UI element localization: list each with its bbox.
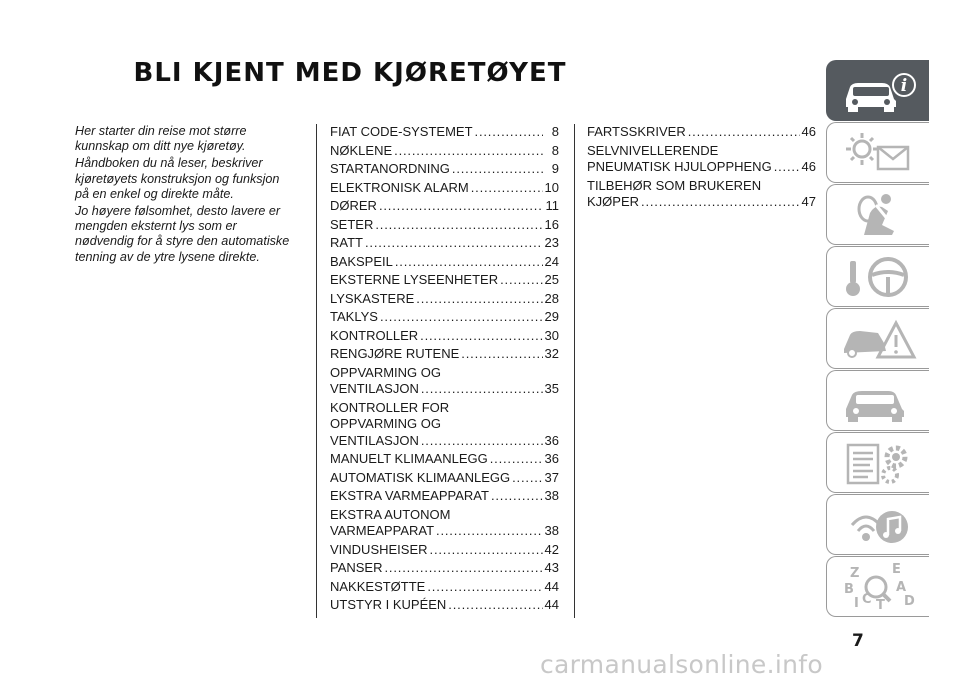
toc-entry-title: VENTILASJON (330, 432, 419, 448)
toc-entry[interactable] (330, 124, 559, 141)
toc-entry-title: NØKLENE (330, 142, 393, 158)
toc-leader-dots (420, 328, 542, 345)
tab-starting-driving[interactable] (826, 246, 929, 307)
toc-entry[interactable] (330, 235, 559, 252)
toc-entry-page: 35 (544, 381, 559, 396)
toc-entry-page: 38 (544, 523, 559, 538)
index-letter: A (896, 579, 907, 595)
toc-leader-dots (416, 291, 542, 308)
toc-entry-title: EKSTERNE LYSEENHETER (330, 272, 499, 287)
toc-entry-title-line: OPPVARMING OG (330, 416, 441, 431)
svg-text:i: i (900, 75, 908, 96)
toc-entry-page: 42 (544, 541, 559, 557)
toc-entry[interactable] (330, 451, 559, 468)
toc-entry[interactable] (330, 254, 559, 271)
index-letter: D (904, 593, 915, 609)
toc-entry[interactable] (330, 143, 559, 160)
toc-leader-dots (688, 124, 800, 141)
toc-entry-page: 44 (544, 578, 559, 594)
toc-entry[interactable] (330, 291, 559, 308)
toc-leader-dots (436, 523, 543, 540)
toc-entry-title-line: EKSTRA AUTONOM (330, 506, 451, 522)
toc-entry[interactable] (330, 180, 559, 197)
toc-entry-title: EKSTRA VARMEAPPARAT (330, 488, 489, 503)
toc-leader-dots (490, 451, 543, 468)
toc-column-1 (330, 124, 559, 616)
toc-entry-title: PANSER (330, 560, 383, 575)
toc-entry-page: 10 (544, 179, 559, 195)
toc-leader-dots (395, 254, 543, 271)
intro-paragraph-2: Håndboken du nå leser, beskriver kjøretøyets konstruksjon og funksjon på en enkel og direkte måte. (75, 156, 280, 201)
column-divider-right (574, 124, 575, 618)
toc-entry-page: 9 (551, 161, 559, 176)
toc-entry-title: KONTROLLER (330, 327, 419, 343)
toc-entry-page: 8 (551, 142, 559, 158)
toc-entry-title: LYSKASTERE (330, 290, 415, 306)
toc-leader-dots (379, 198, 543, 215)
toc-entry[interactable] (587, 124, 816, 141)
toc-entry[interactable] (330, 161, 559, 178)
toc-entry-title: VENTILASJON (330, 381, 419, 396)
toc-entry-page: 24 (544, 253, 559, 269)
toc-entry[interactable] (330, 365, 559, 398)
toc-entry[interactable] (330, 272, 559, 289)
toc-entry-title: RATT (330, 235, 363, 250)
toc-entry[interactable] (330, 542, 559, 559)
toc-entry[interactable] (330, 309, 559, 326)
toc-entry-title: ELEKTRONISK ALARM (330, 179, 469, 195)
toc-entry[interactable] (330, 400, 559, 450)
toc-entry-title: FIAT CODE-SYSTEMET (330, 124, 473, 139)
toc-entry-title-line: TILBEHØR SOM BRUKEREN (587, 177, 762, 193)
intro-text (75, 124, 290, 267)
toc-entry-page: 43 (544, 560, 559, 575)
toc-entry-page: 23 (544, 235, 559, 250)
toc-entry-title: NAKKESTØTTE (330, 578, 426, 594)
toc-entry-page: 36 (544, 432, 559, 448)
index-letter: B (844, 581, 854, 597)
toc-entry-page: 36 (544, 451, 559, 466)
toc-entry-title-line: KONTROLLER FOR (330, 399, 450, 415)
toc-entry[interactable] (587, 178, 816, 211)
toc-entry-title: KJØPER (587, 194, 640, 209)
toc-entry-title: VINDUSHEISER (330, 541, 428, 557)
toc-entry[interactable] (330, 328, 559, 345)
toc-entry[interactable] (330, 597, 559, 614)
toc-entry-page: 37 (544, 469, 559, 485)
toc-entry-title: STARTANORDNING (330, 161, 450, 176)
toc-leader-dots (385, 560, 543, 577)
key-steering-wheel-icon (838, 253, 918, 301)
tab-technical-data[interactable] (826, 432, 929, 493)
index-letter: Z (850, 565, 860, 581)
toc-leader-dots (394, 143, 543, 160)
toc-entry[interactable] (587, 143, 816, 176)
index-letter: C (862, 591, 872, 607)
tab-vehicle-info[interactable] (826, 60, 929, 121)
toc-leader-dots (365, 235, 543, 252)
toc-entry-page: 38 (544, 488, 559, 503)
toc-entry[interactable] (330, 470, 559, 487)
toc-leader-dots (475, 124, 543, 141)
toc-entry[interactable] (330, 507, 559, 540)
index-letter: E (892, 562, 901, 577)
toc-leader-dots (448, 597, 542, 614)
toc-entry-title: MANUELT KLIMAANLEGG (330, 451, 488, 466)
toc-entry-page: 25 (544, 272, 559, 287)
toc-entry[interactable] (330, 579, 559, 596)
toc-entry[interactable] (330, 346, 559, 363)
toc-entry-title: BAKSPEIL (330, 253, 393, 269)
toc-leader-dots (430, 542, 543, 559)
toc-leader-dots (421, 381, 543, 398)
toc-entry[interactable] (330, 488, 559, 505)
toc-entry-title: PNEUMATISK HJULOPPHENG (587, 159, 772, 174)
toc-entry-title: SETER (330, 216, 374, 232)
toc-leader-dots (380, 309, 543, 326)
dashboard-warning-lights-icon (838, 129, 918, 177)
toc-leader-dots (471, 180, 543, 197)
toc-entry-title: AUTOMATISK KLIMAANLEGG (330, 469, 511, 485)
watermark: carmanualsonline.info (540, 650, 823, 679)
toc-entry-page: 44 (544, 597, 559, 612)
toc-leader-dots (452, 161, 543, 178)
tab-dashboard[interactable] (826, 122, 929, 183)
toc-leader-dots (774, 159, 800, 176)
toc-entry-title-line: SELVNIVELLERENDE (587, 142, 719, 158)
tab-maintenance[interactable] (826, 370, 929, 431)
index-letter: I (854, 595, 859, 611)
column-divider-left (316, 124, 317, 618)
index-letter: T (876, 597, 885, 611)
toc-leader-dots (375, 217, 542, 234)
tab-multimedia[interactable] (826, 494, 929, 555)
toc-entry-page: 28 (544, 290, 559, 306)
toc-leader-dots (427, 579, 542, 596)
toc-entry[interactable] (330, 198, 559, 215)
page-title: BLI KJENT MED KJØRETØYET (133, 58, 567, 88)
toc-entry-page: 47 (801, 194, 816, 209)
toc-entry-page: 32 (544, 346, 559, 361)
tab-safety[interactable] (826, 184, 929, 245)
toc-leader-dots (421, 433, 543, 450)
tab-index[interactable] (826, 556, 929, 617)
toc-entry-page: 46 (801, 124, 816, 139)
car-maintenance-icon (838, 377, 918, 425)
toc-entry-title: VARMEAPPARAT (330, 523, 435, 538)
toc-entry-title: UTSTYR I KUPÉEN (330, 597, 447, 612)
toc-entry-title: FARTSSKRIVER (587, 124, 686, 139)
technical-data-icon (838, 439, 918, 487)
toc-entry-page: 30 (544, 327, 559, 343)
toc-entry-title: TAKLYS (330, 309, 378, 324)
intro-paragraph-3: Jo høyere følsomhet, desto lavere er mengden eksternt lys som er nødvendig for å styre den automatiske tenning av de ytre lysene direkte. (75, 204, 290, 264)
page-number: 7 (852, 631, 864, 651)
toc-leader-dots (491, 488, 543, 505)
alphabetical-index-icon (838, 563, 918, 611)
toc-entry-title-line: OPPVARMING OG (330, 364, 441, 380)
car-emergency-triangle-icon (838, 315, 918, 363)
toc-entry-page: 16 (544, 216, 559, 232)
toc-leader-dots (461, 346, 542, 363)
toc-entry-title: RENGJØRE RUTENE (330, 346, 460, 361)
toc-entry-page: 8 (551, 124, 559, 139)
tab-emergency[interactable] (826, 308, 929, 369)
multimedia-icon (838, 501, 918, 549)
toc-entry-title: DØRER (330, 198, 377, 213)
toc-leader-dots (641, 194, 800, 211)
intro-paragraph-1: Her starter din reise mot større kunnskap om ditt nye kjøretøy. (75, 124, 247, 154)
airbag-safety-icon (838, 191, 918, 239)
toc-entry[interactable] (330, 217, 559, 234)
car-info-icon (838, 67, 918, 115)
toc-entry-page: 29 (544, 309, 559, 324)
toc-leader-dots (512, 470, 542, 487)
toc-leader-dots (500, 272, 542, 289)
toc-entry[interactable] (330, 560, 559, 577)
toc-entry-page: 11 (545, 198, 559, 213)
toc-entry-page: 46 (801, 159, 816, 174)
toc-column-2 (587, 124, 816, 213)
